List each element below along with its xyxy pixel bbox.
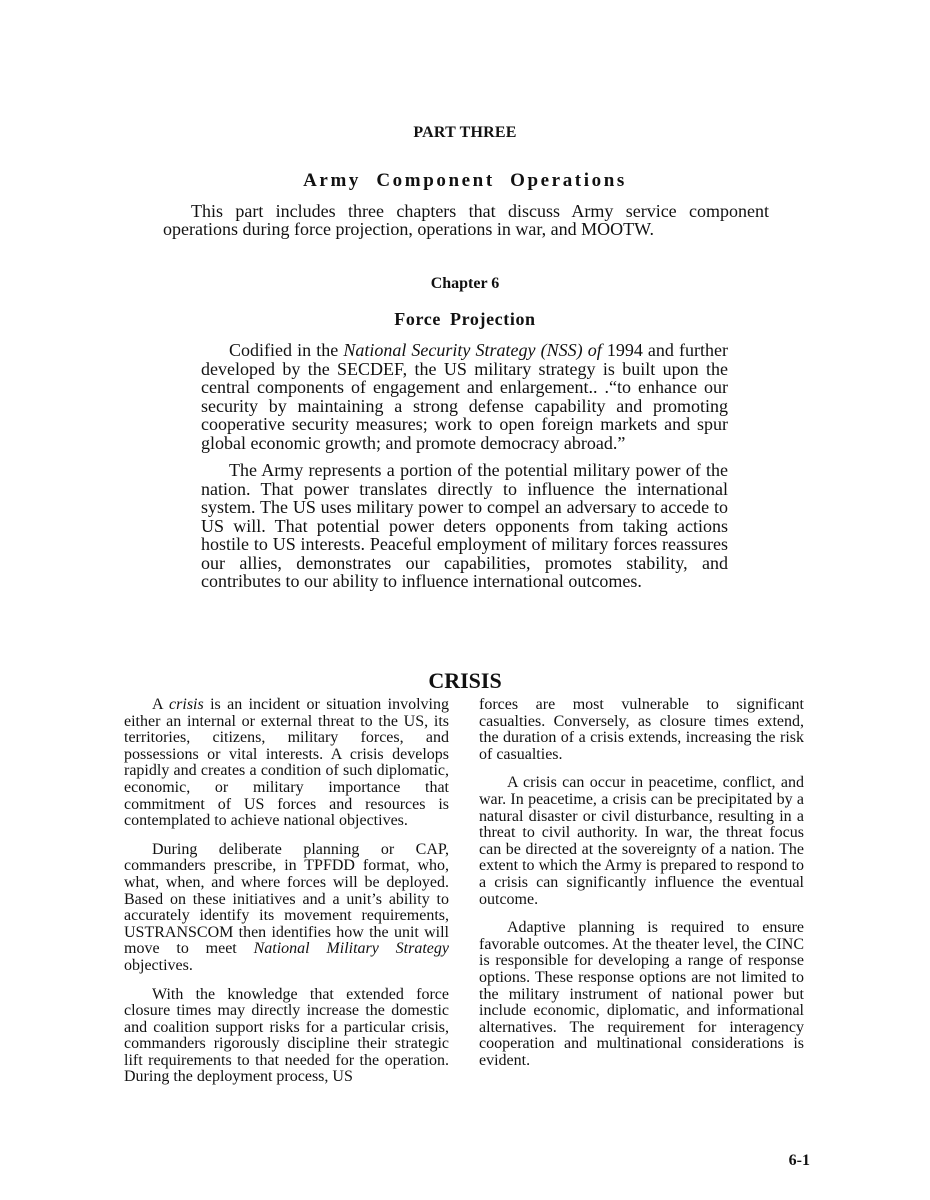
part-label: PART THREE: [413, 124, 517, 141]
chapter-title: Force Projection: [394, 309, 536, 329]
crisis-paragraph-4: A crisis can occur in peacetime, conflict, and war. In peacetime, a crisis can be precipitated by a natural disaster or civil disturbance, resulting in a threat to civil authority. In war, the threat focus can be directed at the sovereignty of a nation. The extent to which the Army is prepared to respond to a crisis can significantly influence the eventual outcome.: [479, 774, 804, 908]
crisis-paragraph-1: [124, 697, 449, 830]
left-column: [124, 697, 449, 1098]
crisis-paragraph-2: [124, 842, 449, 975]
part-title: Army Component Operations: [303, 170, 627, 191]
nms-title: National Military Strategy: [253, 940, 449, 958]
text: objectives.: [124, 956, 193, 974]
text: A: [152, 696, 170, 713]
text: is an incident or situation involving either an internal or external threat to the US, its territories, citizens, military forces, and possessions or vital interests. A crisis develops rapidly and creates a condition of such diplomatic, economic, or military importance that commitment of US forces and resources is contemplated to achieve national objectives.: [124, 696, 450, 830]
text: Codified in the: [229, 340, 344, 360]
crisis-term: crisis: [169, 696, 204, 713]
part-intro: This part includes three chapters that discuss Army service component operations during force projection, operations in war, and MOOTW.: [163, 201, 769, 239]
crisis-paragraph-3: With the knowledge that extended force closure times may directly increase the domestic and coalition support risks for a particular crisis, commanders rigorously discipline their strategic lift requirements to that needed for the operation. During the deployment process, US: [124, 985, 449, 1086]
text: During deliberate planning or CAP, commanders prescribe, in TPFDD format, who, what, when, and where forces will be deployed. Based on these initiatives and a unit’s ability to accurately identify its movement requirements, USTRANSCOM then identifies how the unit will move to meet: [124, 840, 449, 958]
chapter-intro-paragraph-2: The Army represents a portion of the potential military power of the nation. That power translates directly to influence the international system. The US uses military power to compel an adversary to accede to US will. That potential power deters opponents from taking actions hostile to US interests. Peaceful employment of military forces reassures our allies, demonstrates our capabilities, promotes stability, and contributes to our ability to influence international outcomes.: [201, 460, 728, 591]
chapter-label: Chapter 6: [430, 275, 500, 292]
page-number: 6-1: [788, 1152, 810, 1169]
chapter-intro: [201, 341, 728, 600]
right-column: [479, 697, 804, 1081]
chapter-intro-paragraph-1: [201, 341, 728, 452]
crisis-paragraph-3-continued: forces are most vulnerable to significant casualties. Conversely, as closure times extend, the duration of a crisis extends, increasing the risk of casualties.: [479, 696, 804, 763]
crisis-paragraph-5: Adaptive planning is required to ensure favorable outcomes. At the theater level, the CINC is responsible for developing a range of response options. These response options are not limited to the military instrument of national power but include economic, diplomatic, and informational alternatives. The requirement for interagency cooperation and multinational considerations is evident.: [479, 919, 804, 1069]
section-heading-crisis: CRISIS: [428, 668, 502, 693]
text: 1994 and further developed by the SECDEF, the US military strategy is built upon the central components of engagement and enlargement.. .“to enhance our security by maintaining a strong defense capability and promoting cooperative security measures; work to open foreign markets and spur global economic growth; and promote democracy abroad.”: [201, 340, 729, 453]
nss-title: National Security Strategy (NSS) of: [343, 340, 602, 360]
